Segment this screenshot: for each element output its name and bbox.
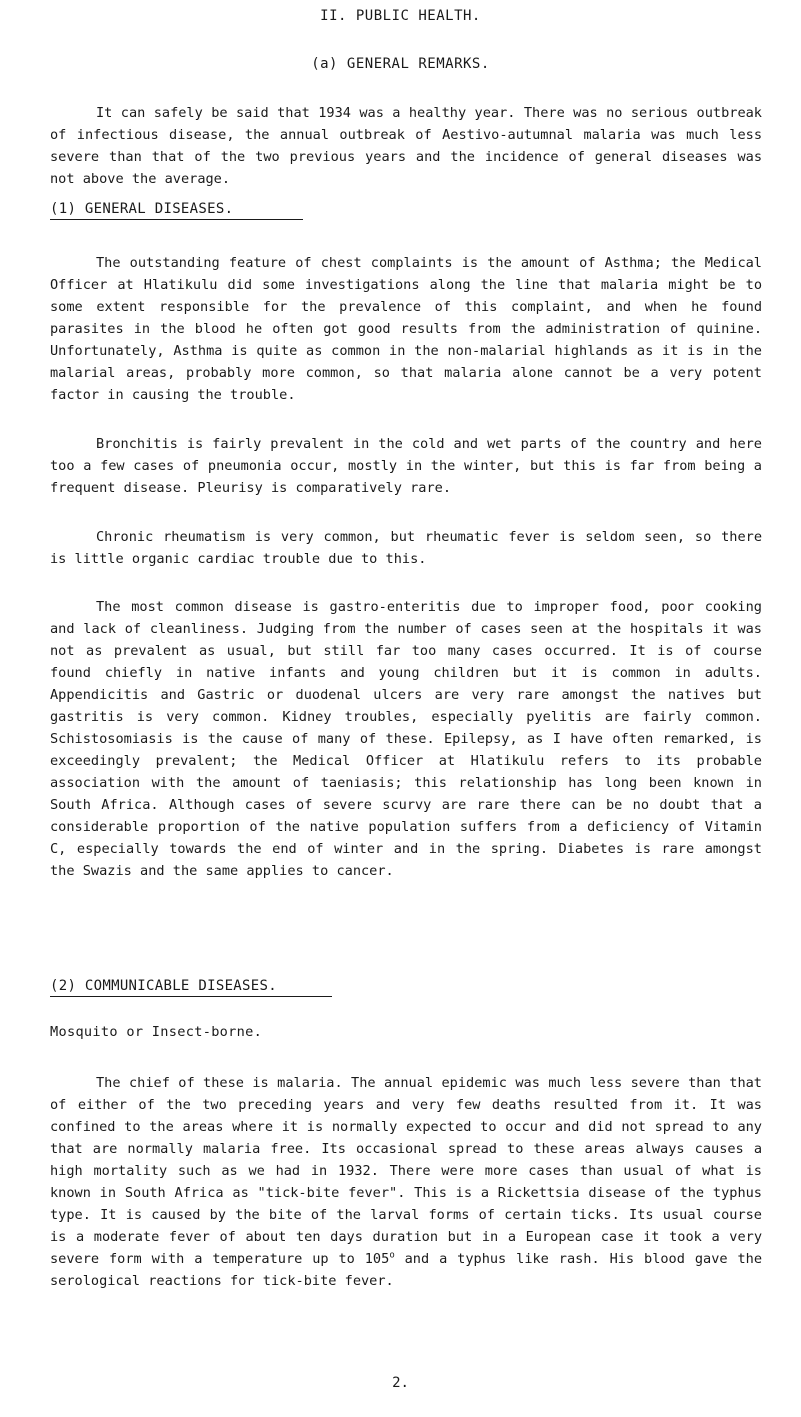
bronchitis-paragraph: Bronchitis is fairly prevalent in the cold and wet parts of the country and here too a few cases of pneumonia occur, mostly in the winter, but this is far from being a frequent disease. Pleurisy is comparatively rare. (50, 436, 762, 496)
malaria-text-part-1: The chief of these is malaria. The annual epidemic was much less severe than that of either of the two preceding years and very few deaths resulted from it. It was confined to the areas where it is normally expected to occur and did not spread to any that are normally malaria free. Its occasional spread to these areas always causes a high mortality such as we had in 1932. There were more cases than usual of what is known in South Africa as "tick-bite fever". This is a Rickettsia disease of the typhus type. It is caused by the bite of the larval forms of certain ticks. Its usual course is a moderate fever of about ten days duration but in a European case it took a very severe form with a temperature up to 105 (50, 1075, 762, 1267)
subsection-communicable-diseases-title: (2) COMMUNICABLE DISEASES. (50, 978, 332, 997)
malaria-text-part-2: and a typhus like rash. His blood gave the serological reactions for tick-bite fever. (50, 1251, 762, 1289)
mosquito-borne-heading: Mosquito or Insect-borne. (50, 1024, 263, 1040)
subsection-general-diseases-heading (50, 201, 303, 220)
intro-paragraph: It can safely be said that 1934 was a healthy year. There was no serious outbreak of infectious disease, the annual outbreak of Aestivo-autumnal malaria was much less severe than that of the two previous years and the incidence of general diseases was not above the average. (50, 105, 762, 187)
malaria-paragraph (50, 1072, 762, 1292)
degree-superscript: o (389, 1250, 395, 1261)
subsection-general-diseases-title: (1) GENERAL DISEASES. (50, 201, 303, 220)
chapter-heading: II. PUBLIC HEALTH. (320, 8, 481, 24)
gastro-enteritis-paragraph: The most common disease is gastro-enteritis due to improper food, poor cooking and lack of cleanliness. Judging from the number of cases seen at the hospitals it was not as prevalent as usual, but still far too many cases occurred. It is of course found chiefly in native infants and young children but it is common in adults. Appendicitis and Gastric or duodenal ulcers are very rare amongst the natives but gastritis is very common. Kidney troubles, especially pyelitis are fairly common. Schistosomiasis is the cause of many of these. Epilepsy, as I have often remarked, is exceedingly prevalent; the Medical Officer at Hlatikulu refers to its probable association with the amount of taeniasis; this relationship has long been known in South Africa. Although cases of severe scurvy are rare there can be no doubt that a considerable proportion of the native population suffers from a deficiency of Vitamin C, especially towards the end of winter and in the spring. Diabetes is rare amongst the Swazis and the same applies to cancer. (50, 599, 762, 879)
asthma-paragraph: The outstanding feature of chest complaints is the amount of Asthma; the Medical Officer at Hlatikulu did some investigations along the line that malaria might be to some extent responsible for the prevalence of this complaint, and when he found parasites in the blood he often got good results from the administration of quinine. Unfortunately, Asthma is quite as common in the non-malarial highlands as it is in the malarial areas, probably more common, so that malaria alone cannot be a very potent factor in causing the trouble. (50, 255, 762, 403)
page-number: 2. (392, 1375, 409, 1391)
section-a-heading: (a) GENERAL REMARKS. (311, 56, 490, 72)
rheumatism-paragraph: Chronic rheumatism is very common, but rheumatic fever is seldom seen, so there is little organic cardiac trouble due to this. (50, 529, 762, 567)
subsection-communicable-diseases-heading (50, 978, 332, 997)
